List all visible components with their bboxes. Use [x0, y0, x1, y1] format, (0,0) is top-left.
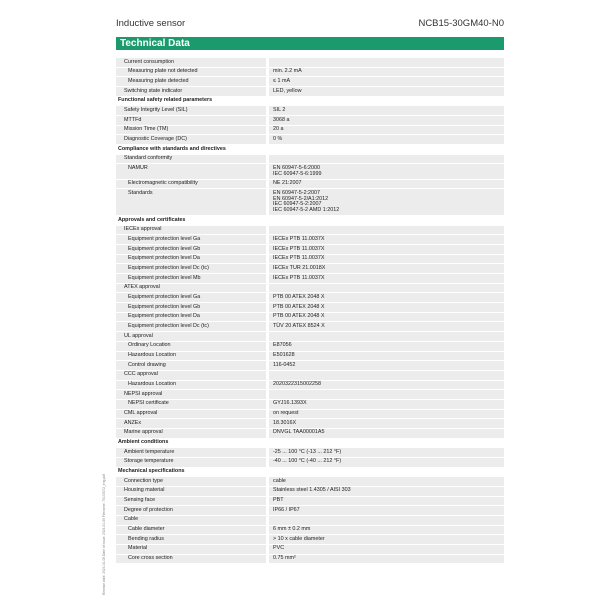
spec-value: E501628 [266, 352, 504, 361]
spec-row [116, 526, 504, 536]
spec-row [116, 313, 504, 323]
spec-label: NEPSI certificate [128, 400, 169, 407]
spec-value: TÜV 20 ATEX 8524 X [266, 322, 504, 331]
spec-row [116, 458, 504, 468]
spec-row [116, 245, 504, 255]
spec-label: Ordinary Location [128, 342, 171, 349]
spec-row [116, 58, 504, 68]
spec-row [116, 126, 504, 136]
spec-label: Equipment protection level Da [128, 313, 200, 320]
spec-label: Sensing face [124, 497, 156, 504]
spec-value: PTB 00 ATEX 2048 X [266, 303, 504, 312]
spec-value: -25 ... 100 °C (-13 ... 212 °F) [266, 448, 504, 457]
spec-label: Ambient temperature [124, 448, 175, 455]
spec-row [116, 255, 504, 265]
product-category: Inductive sensor [116, 18, 186, 29]
spec-row [116, 106, 504, 116]
spec-value: on request [266, 410, 504, 419]
spec-value: ≤ 1 mA [266, 77, 504, 86]
spec-row [116, 371, 504, 381]
spec-value [266, 226, 504, 235]
spec-label: Connection type [124, 477, 163, 484]
spec-value: LED, yellow [266, 87, 504, 96]
spec-label: CCC approval [124, 371, 158, 378]
spec-value: IP66 / IP67 [266, 506, 504, 515]
spec-value: 20 a [266, 126, 504, 135]
spec-value: -40 ... 100 °C (-40 ... 212 °F) [266, 458, 504, 467]
spec-value: PVC [266, 545, 504, 554]
section-heading [116, 216, 504, 226]
spec-row [116, 264, 504, 274]
spec-label: Equipment protection level Da [128, 255, 200, 262]
spec-row [116, 361, 504, 371]
spec-label: Measuring plate detected [128, 77, 189, 84]
spec-row [116, 390, 504, 400]
section-heading [116, 97, 504, 107]
spec-row [116, 235, 504, 245]
spec-row [116, 545, 504, 555]
spec-row [116, 410, 504, 420]
spec-label: Equipment protection level Ga [128, 235, 201, 242]
section-heading [116, 468, 504, 478]
spec-label: Mission Time (TM) [124, 126, 169, 133]
spec-label: Safety Integrity Level (SIL) [124, 106, 188, 113]
spec-row [116, 77, 504, 87]
spec-value: IECEx PTB 11.0037X [266, 255, 504, 264]
spec-value: E87056 [266, 342, 504, 351]
spec-label: Standard conformity [124, 155, 173, 162]
spec-value [266, 164, 504, 178]
spec-row [116, 497, 504, 507]
section-heading-label: Approvals and certificates [118, 216, 186, 223]
spec-label: Equipment protection level Ga [128, 293, 201, 300]
spec-value: SIL 2 [266, 106, 504, 115]
spec-label: Storage temperature [124, 458, 174, 465]
spec-row [116, 284, 504, 294]
spec-value: 0 % [266, 135, 504, 144]
spec-row [116, 135, 504, 145]
spec-value: 6 mm ± 0.2 mm [266, 526, 504, 535]
spec-label: MTTFd [124, 116, 142, 123]
spec-value: cable [266, 477, 504, 486]
spec-row [116, 352, 504, 362]
spec-label: Equipment protection level Dc (tc) [128, 322, 209, 329]
spec-row [116, 342, 504, 352]
spec-value [266, 332, 504, 341]
spec-value [266, 371, 504, 380]
section-title-bar: Technical Data [116, 37, 504, 50]
spec-value: IECEx TUR 21.0018X [266, 264, 504, 273]
spec-label: IECEx approval [124, 226, 162, 233]
spec-label: Degree of protection [124, 506, 173, 513]
spec-label: ANZEx [124, 419, 142, 426]
spec-value [266, 155, 504, 164]
spec-value-line: EN 60947-5-2/A1:2012 [273, 195, 329, 202]
page-header [116, 18, 504, 29]
spec-label: Equipment protection level Dc (tc) [128, 264, 209, 271]
spec-label: Equipment protection level Mb [128, 274, 201, 281]
spec-label: Current consumption [124, 58, 175, 65]
spec-label: Equipment protection level Gb [128, 245, 201, 252]
section-heading-label: Mechanical specifications [118, 468, 185, 475]
spec-label: Control drawing [128, 361, 166, 368]
spec-value: Stainless steel 1.4305 / AISI 303 [266, 487, 504, 496]
spec-label: Switching state indicator [124, 87, 183, 94]
spec-label: ATEX approval [124, 284, 160, 291]
spec-row [116, 155, 504, 165]
spec-value: PTB 00 ATEX 2048 X [266, 313, 504, 322]
spec-row [116, 303, 504, 313]
spec-value: 2020322315002258 [266, 381, 504, 390]
spec-value: NE 21:2007 [266, 180, 504, 189]
spec-row [116, 68, 504, 78]
spec-label: NAMUR [128, 164, 148, 171]
section-heading [116, 439, 504, 449]
section-heading-label: Ambient conditions [118, 439, 169, 446]
spec-row [116, 164, 504, 179]
spec-value-line: IEC 60947-5-6:1999 [273, 170, 322, 177]
spec-label: Equipment protection level Gb [128, 303, 201, 310]
spec-value [266, 58, 504, 67]
spec-label: Diagnostic Coverage (DC) [124, 135, 187, 142]
spec-value: IECEx PTB 11.0037X [266, 274, 504, 283]
spec-row [116, 506, 504, 516]
spec-value: 116-0452 [266, 361, 504, 370]
spec-row [116, 293, 504, 303]
spec-value-line: EN 60947-5-2:2007 [273, 189, 321, 196]
spec-label: Hazardous Location [128, 352, 176, 358]
spec-value-line: IEC 60947-5-2:2007 [273, 201, 322, 208]
spec-row [116, 555, 504, 565]
spec-value-line: EN 60947-5-6:2000 [273, 164, 321, 171]
spec-row [116, 180, 504, 190]
spec-row [116, 189, 504, 216]
spec-label: Housing material [124, 487, 165, 494]
spec-label: CML approval [124, 410, 158, 417]
spec-row [116, 381, 504, 391]
spec-value: IECEx PTB 11.0037X [266, 245, 504, 254]
spec-row [116, 274, 504, 284]
spec-value [266, 189, 504, 215]
spec-value: DNVGL TAA00001A5 [266, 429, 504, 438]
product-code: NCB15-30GM40-N0 [418, 18, 504, 29]
spec-value [266, 284, 504, 293]
spec-value: 3068 a [266, 116, 504, 125]
spec-row [116, 487, 504, 497]
spec-row [116, 516, 504, 526]
spec-row [116, 535, 504, 545]
section-heading-label: Functional safety related parameters [118, 97, 213, 104]
technical-data-table [116, 58, 504, 564]
spec-value: 18.3016X [266, 419, 504, 428]
spec-label: Cable [124, 516, 139, 523]
section-heading-label: Compliance with standards and directives [118, 145, 226, 152]
section-heading [116, 145, 504, 155]
spec-label: NEPSI approval [124, 390, 163, 397]
spec-label: Measuring plate not detected [128, 68, 198, 75]
release-info: Release date: 2024-01-09 Date of issue: 2024-01-09 Filename: 70133072_eng.pdf [102, 474, 106, 595]
spec-row [116, 226, 504, 236]
spec-value: GYJ16.1393X [266, 400, 504, 409]
spec-value: PTB 00 ATEX 2048 X [266, 293, 504, 302]
spec-label: Bending radius [128, 535, 164, 542]
spec-value: > 10 x cable diameter [266, 535, 504, 544]
spec-label: Hazardous Location [128, 381, 176, 388]
spec-row [116, 332, 504, 342]
spec-label: Electromagnetic compatibility [128, 180, 198, 187]
spec-value [266, 390, 504, 399]
spec-row [116, 429, 504, 439]
spec-row [116, 448, 504, 458]
spec-label: Material [128, 545, 148, 552]
spec-label: Core cross section [128, 555, 173, 562]
spec-value: PBT [266, 497, 504, 506]
spec-value: min. 2.2 mA [266, 68, 504, 77]
spec-label: Cable diameter [128, 526, 165, 533]
spec-value: 0.75 mm² [266, 555, 504, 564]
spec-row [116, 400, 504, 410]
spec-row [116, 322, 504, 332]
spec-row [116, 116, 504, 126]
spec-row [116, 419, 504, 429]
spec-row [116, 477, 504, 487]
spec-value-line: IEC 60947-5-2 AMD 1:2012 [273, 206, 340, 213]
spec-label: Standards [128, 189, 153, 196]
spec-label: UL approval [124, 332, 153, 339]
spec-label: Marine approval [124, 429, 163, 436]
spec-value: IECEx PTB 11.0037X [266, 235, 504, 244]
spec-value [266, 516, 504, 525]
spec-row [116, 87, 504, 97]
